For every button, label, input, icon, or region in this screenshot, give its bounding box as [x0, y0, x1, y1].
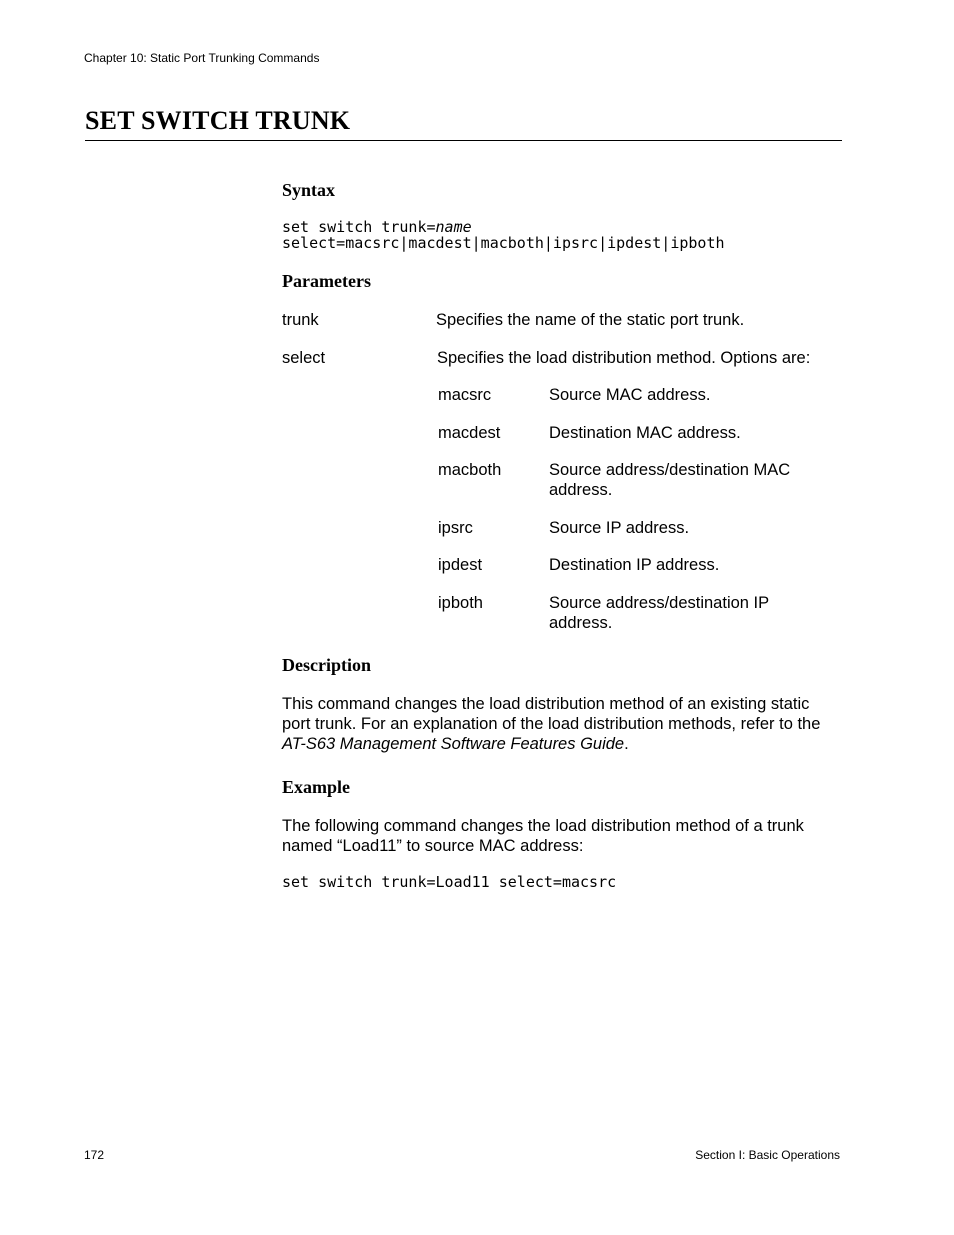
option-name-macboth: macboth — [438, 461, 502, 479]
page-number: 172 — [84, 1148, 105, 1162]
option-desc-macsrc: Source MAC address. — [549, 386, 711, 404]
option-desc-ipsrc: Source IP address. — [549, 519, 690, 537]
option-name-ipsrc: ipsrc — [438, 519, 473, 537]
option-desc-ipboth: Source address/destination IP address. — [549, 594, 769, 632]
description-text — [282, 694, 842, 754]
description-reference: AT-S63 Management Software Features Guide — [282, 735, 625, 753]
description-body: This command changes the load distribution method of an existing static port trunk. For an explanation of the load distribution methods, refer to the — [282, 695, 821, 733]
running-header: Chapter 10: Static Port Trunking Commands — [84, 51, 320, 65]
syntax-line-1 — [282, 219, 472, 235]
option-desc-macboth: Source address/destination MAC address. — [549, 461, 791, 499]
option-name-macdest: macdest — [438, 424, 501, 442]
example-heading: Example — [282, 777, 351, 797]
syntax-heading: Syntax — [282, 180, 336, 200]
option-name-ipdest: ipdest — [438, 556, 483, 574]
param-name-select: select — [282, 349, 326, 367]
example-code: set switch trunk=Load11 select=macsrc — [282, 873, 617, 891]
option-name-macsrc: macsrc — [438, 386, 492, 404]
syntax-command: set switch trunk= — [282, 218, 436, 236]
page-title: SET SWITCH TRUNK — [85, 106, 351, 135]
option-desc-macdest: Destination MAC address. — [549, 424, 741, 442]
syntax-line-2: select=macsrc|macdest|macboth|ipsrc|ipdest|ipboth — [282, 234, 725, 252]
param-desc-trunk: Specifies the name of the static port trunk. — [436, 311, 745, 329]
footer-section: Section I: Basic Operations — [695, 1148, 840, 1162]
option-desc-ipdest: Destination IP address. — [549, 556, 720, 574]
param-name-trunk: trunk — [282, 311, 319, 329]
parameters-heading: Parameters — [282, 271, 371, 291]
syntax-variable: name — [435, 218, 472, 236]
param-desc-select: Specifies the load distribution method. Options are: — [437, 349, 811, 367]
title-rule — [85, 140, 842, 141]
description-end: . — [624, 735, 629, 753]
example-text: The following command changes the load distribution method of a trunk named “Load11” to source MAC address: — [282, 817, 804, 855]
description-heading: Description — [282, 655, 371, 675]
option-name-ipboth: ipboth — [438, 594, 483, 612]
